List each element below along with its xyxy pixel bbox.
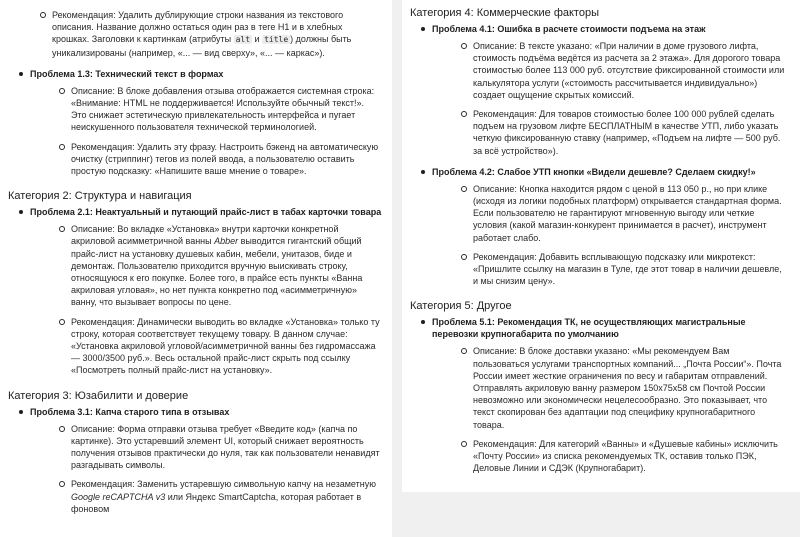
problem-4-1-title: Проблема 4.1: Ошибка в расчете стоимости подъема на этаж xyxy=(410,23,792,35)
problem-1-3-description: Описание: В блоке добавления отзыва отображается системная строка: «Внимание: HTML не поддерживается! Используйте обычный текст!». Это снижает эстетическую привлекательность интерфейса и пугает неискушенного пользователя технической терминологией. xyxy=(8,85,384,134)
category-3-heading: Категория 3: Юзабилити и доверие xyxy=(8,389,189,402)
recommendation-text: Рекомендация: Удалить дублирующие строки названия из текстового описания. Название должно остаться один раз в теге H1 и в хлебных крошках. Заголовки к картинкам (атрибуты xyxy=(52,10,344,45)
recommendation-text: Рекомендация: Заменить устаревшую символьную капчу на незаметную xyxy=(71,479,376,490)
problem-3-1-description: Описание: Форма отправки отзыва требует «Введите код» (капча по картинке). Это устаревший элемент UI, который снижает вероятность получения отзывов практически до нуля, так как пользователи ненавидят разгадывать символы. xyxy=(8,423,384,472)
problem-4-2-title: Проблема 4.2: Слабое УТП кнопки «Видели дешевле? Сделаем скидку!» xyxy=(410,166,792,178)
problem-2-1-description xyxy=(8,223,384,308)
recommendation-1-2 xyxy=(8,9,384,59)
brand-name: Abber xyxy=(214,236,239,247)
right-document-column xyxy=(402,0,800,492)
description-text: выводится гигантский общий прайс-лист на установку душевых кабин, мебели, унитазов, биде и демонтаж. Пользователю приходится вручную выискивать строку, относящуюся к его покупке. Более того, в прайсе есть пункты «Ванна акриловая угловая», но нет пункта конкретно под «асимметричную» ванну, что вызывает вопросы по цене. xyxy=(71,236,363,308)
problem-5-1-title: Проблема 5.1: Рекомендация ТК, не осуществляющих магистральные перевозки крупногабарита по умолчанию xyxy=(410,316,792,340)
problem-2-1-recommendation: Рекомендация: Динамически выводить во вкладке «Установка» только ту строку, которая соответствует текущему товару. В данном случае: «Установка акриловой угловой/асимметричной ванны без гидромассажа — 3000/3500 руб.». Весь остальной прайс-лист скрыть под ссылку «Посмотреть полный прайс-лист на установку». xyxy=(8,316,384,377)
recommendation-text: и xyxy=(252,34,263,45)
category-4-heading: Категория 4: Коммерческие факторы xyxy=(410,7,599,19)
problem-3-1-recommendation xyxy=(8,478,384,515)
recommendation-text: или Яндекс SmartCaptcha, которая работает в фоновом xyxy=(71,491,362,514)
problem-1-3-title: Проблема 1.3: Технический текст в формах xyxy=(8,68,384,80)
description-text: Описание: Во вкладке «Установка» внутри карточки конкретной акриловой асимметричной ванны xyxy=(71,224,339,247)
code-title: title xyxy=(264,35,289,45)
code-alt: alt xyxy=(235,35,251,45)
category-5-heading: Категория 5: Другое xyxy=(410,300,512,313)
problem-4-1-description: Описание: В тексте указано: «При наличии в доме грузового лифта, стоимость подъёма ведётся из расчета за 2 этажа». Для дорогого товара стоимостью более 113 000 руб. отсутствие фиксированной стоимости или калькулятора услуги («стоимость рассчитывается индивидуально») создает ощущение скрытых комиссий. xyxy=(410,40,792,101)
problem-5-1-recommendation: Рекомендация: Для категорий «Ванны» и «Душевые кабины» исключить «Почту России» из списка рекомендуемых ТК, оставив только ПЭК, Деловые Линии и СДЭК (Крупногабарит). xyxy=(410,438,792,475)
problem-4-2-recommendation: Рекомендация: Добавить всплывающую подсказку или микротекст: «Пришлите ссылку на магазин в Туле, где этот товар в наличии дешевле, и мы снизим цену». xyxy=(410,251,792,288)
problem-5-1-description: Описание: В блоке доставки указано: «Мы рекомендуем Вам пользоваться услугами транспортных компаний... „Почта России“». Почта России имеет жесткие ограничения по весу и габаритам отправлений. Отправлять акриловую ванну размером 150x75x58 см Почтой России невозможно или экономически нецелесообразно. Это показывает, что текст скопирован без адаптации под специфику крупногабаритного товара. xyxy=(410,345,792,430)
problem-4-1-recommendation: Рекомендация: Для товаров стоимостью более 100 000 рублей сделать подъем на грузовом лифте БЕСПЛАТНЫМ в качестве УТП, либо указать четкую фиксированную ставку (например, «Подъем на лифте — 500 руб. за всё устройство»). xyxy=(410,108,792,157)
problem-3-1-title: Проблема 3.1: Капча старого типа в отзывах xyxy=(8,406,384,418)
captcha-product-name: Google reCAPTCHA v3 xyxy=(71,491,166,502)
left-document-column xyxy=(0,0,392,537)
problem-1-3-recommendation: Рекомендация: Удалить эту фразу. Настроить бэкенд на автоматическую очистку (стриппинг) тегов из полей ввода, а пользователю оставить простую подсказку: «Напишите ваше мнение о товаре». xyxy=(8,141,384,178)
problem-2-1-title: Проблема 2.1: Неактуальный и путающий прайс-лист в табах карточки товара xyxy=(8,206,384,218)
recommendation-text: ) должны быть уникализированы (например, «... — вид сверху», «... — каркас»). xyxy=(52,34,352,58)
problem-4-2-description: Описание: Кнопка находится рядом с ценой в 113 050 р., но при клике (исходя из логики подобных платформ) открывается стандартная форма. Если пользователю не гарантируют мгновенную выгоду или четкие условия (какой магазин-конкурент принимается в расчет), инструмент работает слабо. xyxy=(410,183,792,244)
category-2-heading: Категория 2: Структура и навигация xyxy=(8,190,192,203)
